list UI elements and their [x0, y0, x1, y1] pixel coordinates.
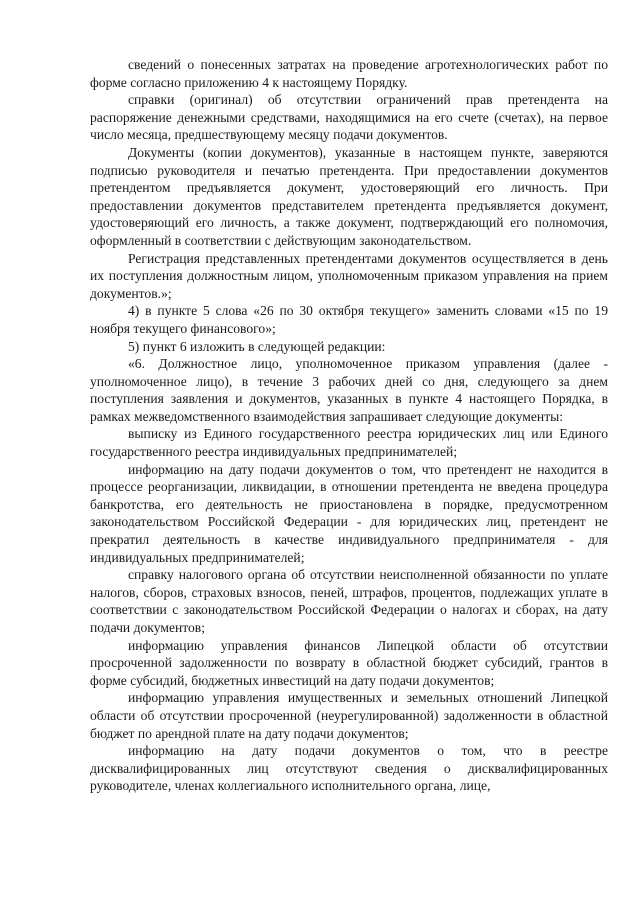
paragraph: сведений о понесенных затратах на проведение агротехнологических работ по форме согласно приложению 4 к настоящему Порядку.	[90, 57, 608, 90]
paragraph: Документы (копии документов), указанные в настоящем пункте, заверяются подписью руководителя и печатью претендента. При предоставлении документов претендентом предъявляется документ, удостоверяющий его личность. При предоставлении документов представителем претендента предъявляется документ, удостоверяющий его личность, а также документ, подтверждающий его полномочия, оформленный в соответствии с действующим законодательством.	[90, 144, 608, 248]
paragraph: 4) в пункте 5 слова «26 по 30 октября текущего» заменить словами «15 по 19 ноября текущего финансового»;	[90, 303, 608, 336]
paragraph: справки (оригинал) об отсутствии ограничений прав претендента на распоряжение денежными средствами, находящимися на его счете (счетах), на первое число месяца, предшествующему месяцу подачи документов.	[90, 92, 608, 143]
paragraph: справку налогового органа об отсутствии неисполненной обязанности по уплате налогов, сборов, страховых взносов, пеней, штрафов, процентов, подлежащих уплате в соответствии с законодательством Российской Федерации о налогах и сборах, на дату подачи документов;	[90, 567, 608, 635]
paragraph: информацию на дату подачи документов о том, что в реестре дисквалифицированных лиц отсутствуют сведения о дисквалифицированных руководителе, членах коллегиального исполнительного органа, лице,	[90, 743, 608, 794]
paragraph: информацию на дату подачи документов о том, что претендент не находится в процессе реорганизации, ликвидации, в отношении претендента не введена процедура банкротства, его деятельность не приостановлена в порядке, предусмотренном законодательством Российской Федерации - для юридических лиц, претендент не прекратил деятельность в качестве индивидуального предпринимателя - для индивидуальных предпринимателей;	[90, 461, 608, 565]
paragraph: «6. Должностное лицо, уполномоченное приказом управления (далее - уполномоченное лицо), в течение 3 рабочих дней со дня, следующего за днем поступления заявления и документов, указанных в пункте 4 настоящего Порядка, в рамках межведомственного взаимодействия запрашивает следующие документы:	[90, 356, 608, 424]
paragraph: 5) пункт 6 изложить в следующей редакции:	[128, 338, 386, 354]
paragraph: информацию управления финансов Липецкой области об отсутствии просроченной задолженности по возврату в областной бюджет субсидий, грантов в форме субсидий, бюджетных инвестиций на дату подачи документов;	[90, 637, 608, 688]
document-body	[90, 56, 608, 795]
paragraph: выписку из Единого государственного реестра юридических лиц или Единого государственного реестра индивидуальных предпринимателей;	[90, 426, 608, 460]
paragraph: информацию управления имущественных и земельных отношений Липецкой области об отсутствии просроченной (неурегулированной) задолженности в областной бюджет по арендной плате на дату подачи документов;	[90, 690, 608, 741]
paragraph: Регистрация представленных претендентами документов осуществляется в день их поступления должностным лицом, уполномоченным приказом управления на прием документов.»;	[90, 250, 608, 301]
